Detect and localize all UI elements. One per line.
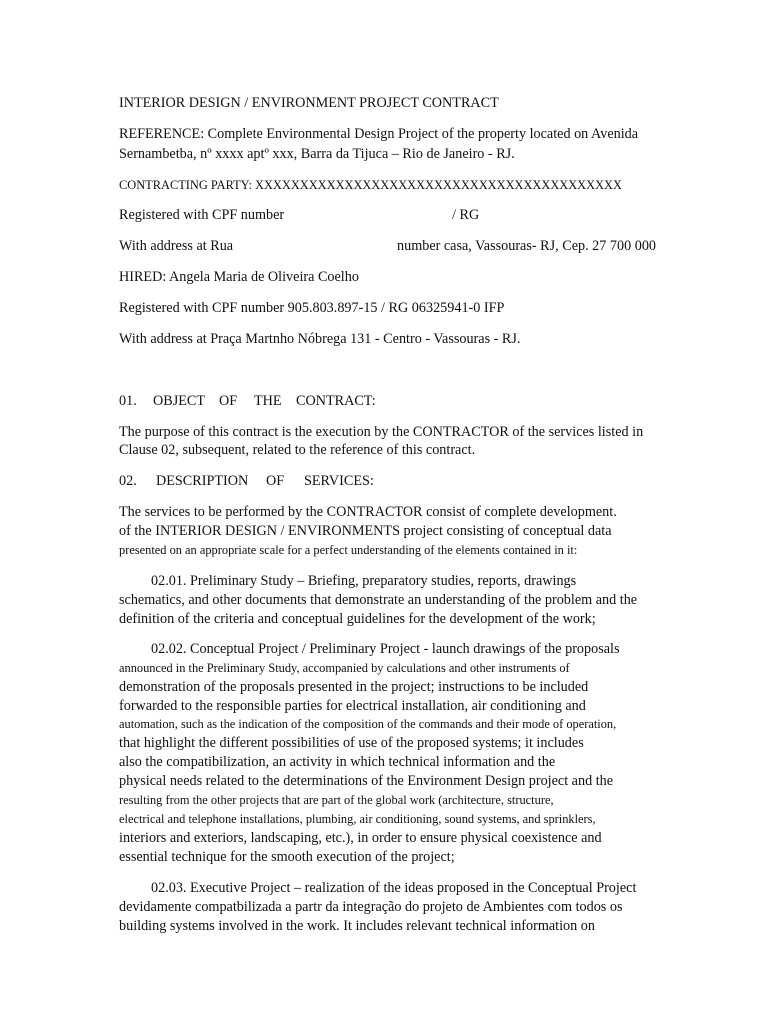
hired-address-line: With address at Praça Martnho Nóbrega 131 - Centro - Vassouras - RJ. xyxy=(119,331,521,347)
address-label: With address at Rua xyxy=(119,238,234,254)
section-2-word-1: DESCRIPTION xyxy=(156,473,249,489)
item-0202-line-8: physical needs related to the determinations of the Environment Design project and the xyxy=(119,773,614,789)
section-1-word-2: OF xyxy=(219,393,238,409)
item-0202-line-9: resulting from the other projects that are part of the global work (architecture, structure, xyxy=(119,793,554,807)
item-0202-line-10: electrical and telephone installations, plumbing, air conditioning, sound systems, and sprinklers, xyxy=(119,812,596,826)
hired-cpf-line: Registered with CPF number 905.803.897-15 / RG 06325941-0 IFP xyxy=(119,300,505,316)
item-0202-line-6: that highlight the different possibilities of use of the proposed systems; it includes xyxy=(119,735,584,751)
item-0202-line-1: 02.02. Conceptual Project / Preliminary Project - launch drawings of the proposals xyxy=(151,641,620,657)
section-1-word-4: CONTRACT: xyxy=(296,393,376,409)
section-2-word-2: OF xyxy=(266,473,285,489)
item-0201-line-3: definition of the criteria and conceptual guidelines for the development of the work; xyxy=(119,611,596,627)
item-0201-line-1: 02.01. Preliminary Study – Briefing, preparatory studies, reports, drawings xyxy=(151,573,577,589)
item-0203-line-1: 02.03. Executive Project – realization of the ideas proposed in the Conceptual Project xyxy=(151,880,637,896)
item-0202-line-3: demonstration of the proposals presented in the project; instructions to be included xyxy=(119,679,589,695)
section-1-text-line-2: Clause 02, subsequent, related to the reference of this contract. xyxy=(119,442,476,458)
cpf-label: Registered with CPF number xyxy=(119,207,285,223)
contract-title: INTERIOR DESIGN / ENVIRONMENT PROJECT CONTRACT xyxy=(119,95,499,111)
item-0202-line-11: interiors and exteriors, landscaping, etc.), in order to ensure physical coexistence and xyxy=(119,830,602,846)
contracting-party: CONTRACTING PARTY: XXXXXXXXXXXXXXXXXXXXXXXXXXXXXXXXXXXXXXXXX xyxy=(119,178,622,192)
item-0201-line-2: schematics, and other documents that demonstrate an understanding of the problem and the xyxy=(119,592,638,608)
item-0203-line-3: building systems involved in the work. It includes relevant technical information on xyxy=(119,918,595,934)
section-2-word-3: SERVICES: xyxy=(304,473,374,489)
section-1-text-line-1: The purpose of this contract is the execution by the CONTRACTOR of the services listed in xyxy=(119,424,644,440)
section-2-intro-1: The services to be performed by the CONTRACTOR consist of complete development. xyxy=(119,504,617,520)
reference-line-2: Sernambetba, nº xxxx aptº xxx, Barra da Tijuca – Rio de Janeiro - RJ. xyxy=(119,146,515,162)
section-1-word-3: THE xyxy=(254,393,282,409)
item-0202-line-4: forwarded to the responsible parties for electrical installation, air conditioning and xyxy=(119,698,586,714)
section-1-word-1: OBJECT xyxy=(153,393,206,409)
section-2-intro-2: of the INTERIOR DESIGN / ENVIRONMENTS project consisting of conceptual data xyxy=(119,523,612,539)
item-0202-line-2: announced in the Preliminary Study, accompanied by calculations and other instruments of xyxy=(119,661,570,675)
item-0202-line-7: also the compatibilization, an activity in which technical information and the xyxy=(119,754,556,770)
item-0203-line-2: devidamente compatbilizada a partr da integração do projeto de Ambientes com todos os xyxy=(119,899,623,915)
reference-line-1: REFERENCE: Complete Environmental Design Project of the property located on Avenida xyxy=(119,126,639,142)
section-1-number: 01. xyxy=(119,393,137,409)
section-2-intro-3: presented on an appropriate scale for a perfect understanding of the elements contained in it: xyxy=(119,543,578,557)
item-0202-line-12: essential technique for the smooth execution of the project; xyxy=(119,849,455,865)
cpf-rg: / RG xyxy=(452,207,480,223)
hired-line: HIRED: Angela Maria de Oliveira Coelho xyxy=(119,269,359,285)
address-rest: number casa, Vassouras- RJ, Cep. 27 700 000 xyxy=(397,238,657,254)
item-0202-line-5: automation, such as the indication of the composition of the commands and their mode of operation, xyxy=(119,717,617,731)
section-2-number: 02. xyxy=(119,473,137,489)
